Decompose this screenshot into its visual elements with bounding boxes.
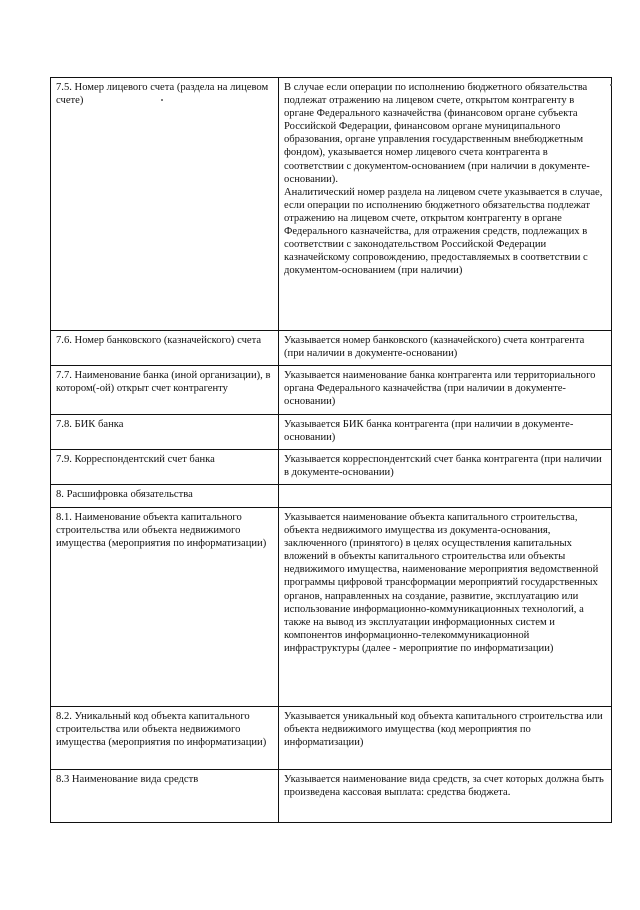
row-description-cell — [279, 508, 612, 707]
row-label: 7.6. Номер банковского (казначейского) счета — [56, 335, 262, 346]
row-label-cell — [51, 770, 279, 823]
row-description-cell — [279, 450, 612, 485]
row-description-cell — [279, 707, 612, 770]
row-description-paragraph: Аналитический номер раздела на лицевом счете указывается в случае, если операции по исполнению бюджетного обязательства подлежат отражению на лицевом счете, открытом контрагенту в органе Федерального казначейства, для отражения средств, подлежащих в соответствии с законодательством Российской Федерации казначейскому сопровождению, предоставляемых в соответствии с документом-основанием (при наличии) — [284, 186, 603, 277]
row-label: 8.1. Наименование объекта капитального строительства или объекта недвижимого имущества (мероприятия по информатизации) — [56, 512, 267, 550]
row-label-cell — [51, 508, 279, 707]
table-row — [51, 450, 612, 485]
row-description-paragraph: В случае если операции по исполнению бюджетного обязательства подлежат отражению на лицевом счете, открытом контрагенту в органе Федерального казначейства (финансовом органе субъекта Российской Федерации, финансовом органе муниципального образования, органе управления государственным внебюджетным фондом), указывается номер лицевого счета контрагента в соответствии с документом-основанием (при наличии в документе-основании). — [284, 82, 590, 185]
row-label: 7.5. Номер лицевого счета (раздела на лицевом счете) — [56, 82, 269, 107]
table-row — [51, 366, 612, 415]
instructions-table — [50, 77, 612, 823]
row-label: 8.3 Наименование вида средств — [56, 774, 199, 785]
table-row — [51, 415, 612, 450]
row-label: 8.2. Уникальный код объекта капитального строительства или объекта недвижимого имущества (мероприятия по информатизации) — [56, 711, 267, 749]
table-row — [51, 331, 612, 366]
row-description: Указывается номер банковского (казначейского) счета контрагента (при наличии в документе-основании) — [284, 335, 585, 360]
row-description: Указывается наименование вида средств, за счет которых должна быть произведена кассовая выплата: средства бюджета. — [284, 774, 604, 799]
section-title: 8. Расшифровка обязательства — [56, 489, 193, 500]
row-description: Указывается корреспондентский счет банка контрагента (при наличии в документе-основании) — [284, 454, 602, 479]
row-label: 7.7. Наименование банка (иной организации), в котором(-ой) открыт счет контрагенту — [56, 370, 271, 395]
row-description-cell — [279, 78, 612, 331]
row-label-cell — [51, 331, 279, 366]
table-row — [51, 78, 612, 331]
scan-speck — [610, 84, 612, 86]
row-description: Указывается уникальный код объекта капитального строительства или объекта недвижимого имущества (код мероприятия по информатизации) — [284, 711, 603, 749]
row-label-cell — [51, 78, 279, 331]
row-description-cell — [279, 366, 612, 415]
row-description: Указывается наименование банка контрагента или территориального органа Федерального казначейства (при наличии в документе-основании) — [284, 370, 596, 408]
row-description-cell — [279, 331, 612, 366]
table-row — [51, 770, 612, 823]
row-description: Указывается наименование объекта капитального строительства, объекта недвижимого имущества из документа-основания, заключенного (принятого) в целях осуществления капитальных вложений в объекты капитального строительства или объекты недвижимого имущества, наименование мероприятия ведомственной программы цифровой трансформации мероприятий государственных органов, направленных на создание, развитие, эксплуатацию или использование информационно-коммуникационных технологий, а также на вывод из эксплуатации информационных систем и компонентов информационно-телекоммуникационной инфраструктуры (далее - мероприятие по информатизации) — [284, 512, 599, 654]
section-header-row — [51, 485, 612, 508]
table-row — [51, 508, 612, 707]
row-label: 7.8. БИК банка — [56, 419, 124, 430]
row-description: Указывается БИК банка контрагента (при наличии в документе-основании) — [284, 419, 574, 444]
row-label-cell — [51, 366, 279, 415]
row-description-cell — [279, 770, 612, 823]
row-description-cell — [279, 415, 612, 450]
scan-speck — [161, 99, 163, 101]
row-description-cell — [279, 485, 612, 508]
row-label: 7.9. Корреспондентский счет банка — [56, 454, 215, 465]
row-label-cell — [51, 707, 279, 770]
row-label-cell — [51, 485, 279, 508]
row-label-cell — [51, 450, 279, 485]
row-label-cell — [51, 415, 279, 450]
table-row — [51, 707, 612, 770]
